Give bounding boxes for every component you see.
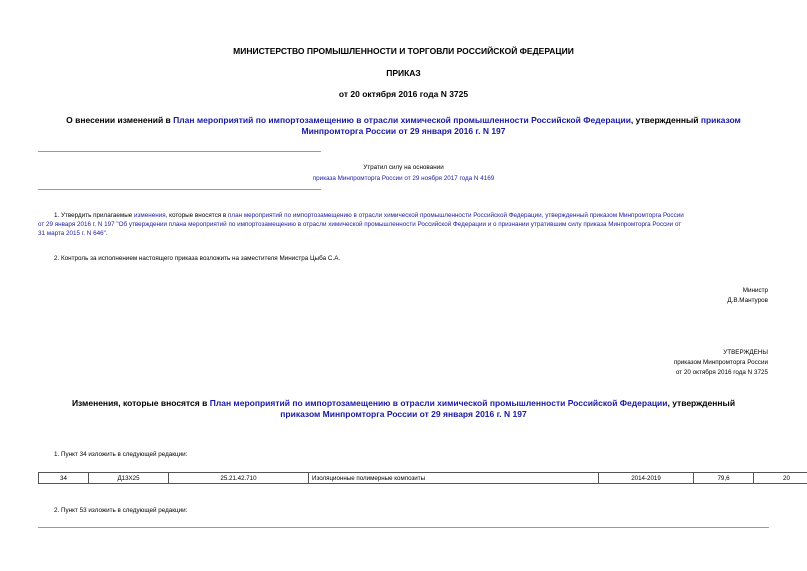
table-cell-number: 34	[39, 473, 89, 484]
title-middle: , утвержденный	[630, 115, 701, 125]
signature-name: Д.В.Мантуров	[727, 297, 768, 304]
para1-order-link[interactable]: от 29 января 2016 г. N 197 "Об утверждении плана мероприятий по импортозамещению в отрасли химической промышленности Российской Федерации и о признании утратившим силу приказа Минпромторга России от	[38, 221, 682, 229]
status-text: Утратил силу на основании	[363, 164, 444, 171]
signature-position: Министр	[742, 287, 768, 294]
paragraph-1-line1	[38, 211, 771, 220]
para1-text-3: .	[105, 230, 108, 238]
title-order-link[interactable]: приказом	[700, 115, 741, 125]
changes-title-line2	[0, 409, 807, 420]
table-cell-period: 2014-2019	[599, 473, 694, 484]
table-cell-product: Изоляционные полимерные композиты	[309, 473, 599, 484]
table-cell-code: Д13Х25	[89, 473, 169, 484]
title-prefix: О внесении изменений в	[66, 115, 174, 125]
approval-date: от 20 октября 2016 года N 3725	[675, 369, 768, 376]
paragraph-1-line2	[38, 220, 771, 229]
changes-title-middle: , утвержденный	[667, 398, 736, 408]
status-repeal-link[interactable]: приказа Минпромторга России от 29 ноября 2017 года N 4169	[312, 175, 495, 182]
document-type: ПРИКАЗ	[386, 68, 421, 78]
table-cell-target: 20	[754, 473, 807, 484]
document-date: от 20 октября 2016 года N 3725	[338, 89, 469, 99]
para1-text-2: , которые вносятся в	[165, 212, 229, 219]
approval-label: УТВЕРЖДЕНЫ	[723, 349, 768, 356]
changes-title-prefix: Изменения, которые вносятся в	[71, 398, 210, 408]
items-table	[38, 472, 807, 484]
title-plan-link[interactable]: План мероприятий по импортозамещению в отрасли химической промышленности Российской Федерации	[173, 115, 631, 125]
table-row	[39, 473, 807, 484]
para1-order-date-link[interactable]: 31 марта 2015 г. N 646"	[38, 230, 106, 238]
changes-title-plan-link[interactable]: План мероприятий по импортозамещению в отрасли химической промышленности Российской Федерации	[209, 398, 668, 408]
para1-text-1: 1. Утвердить прилагаемые	[54, 212, 134, 219]
ministry-heading: МИНИСТЕРСТВО ПРОМЫШЛЕННОСТИ И ТОРГОВЛИ РОССИЙСКОЙ ФЕДЕРАЦИИ	[233, 46, 574, 56]
item-1-text: 1. Пункт 34 изложить в следующей редакции:	[54, 451, 188, 458]
table-cell-okpd: 25.21.42.710	[169, 473, 309, 484]
paragraph-2: 2. Контроль за исполнением настоящего приказа возложить на заместителя Министра Цыба С.А.	[54, 255, 341, 262]
document-title-line2	[0, 126, 807, 137]
changes-title	[0, 398, 807, 420]
approval-order: приказом Минпромторга России	[673, 359, 768, 366]
document-title-line1	[0, 115, 807, 126]
table-cell-value: 79,6	[694, 473, 754, 484]
changes-title-line1	[0, 398, 807, 409]
document-title	[0, 115, 807, 137]
paragraph-1-line3	[38, 229, 771, 238]
paragraph-1	[38, 211, 771, 239]
title-order-date-link[interactable]: Минпромторга России от 29 января 2016 г. N 197	[301, 126, 506, 136]
status-top-rule	[38, 151, 321, 152]
para1-plan-link[interactable]: план мероприятий по импортозамещению в отрасли химической промышленности Российской Федерации, утвержденный приказом Минпромторга России	[228, 212, 684, 219]
changes-title-order-link[interactable]: приказом Минпромторга России от 29 января 2016 г. N 197	[280, 409, 527, 419]
bottom-rule	[38, 527, 769, 528]
item-2-text: 2. Пункт 53 изложить в следующей редакции:	[54, 507, 188, 514]
para1-changes-link[interactable]: изменения	[134, 212, 166, 219]
status-bottom-rule	[38, 189, 321, 190]
